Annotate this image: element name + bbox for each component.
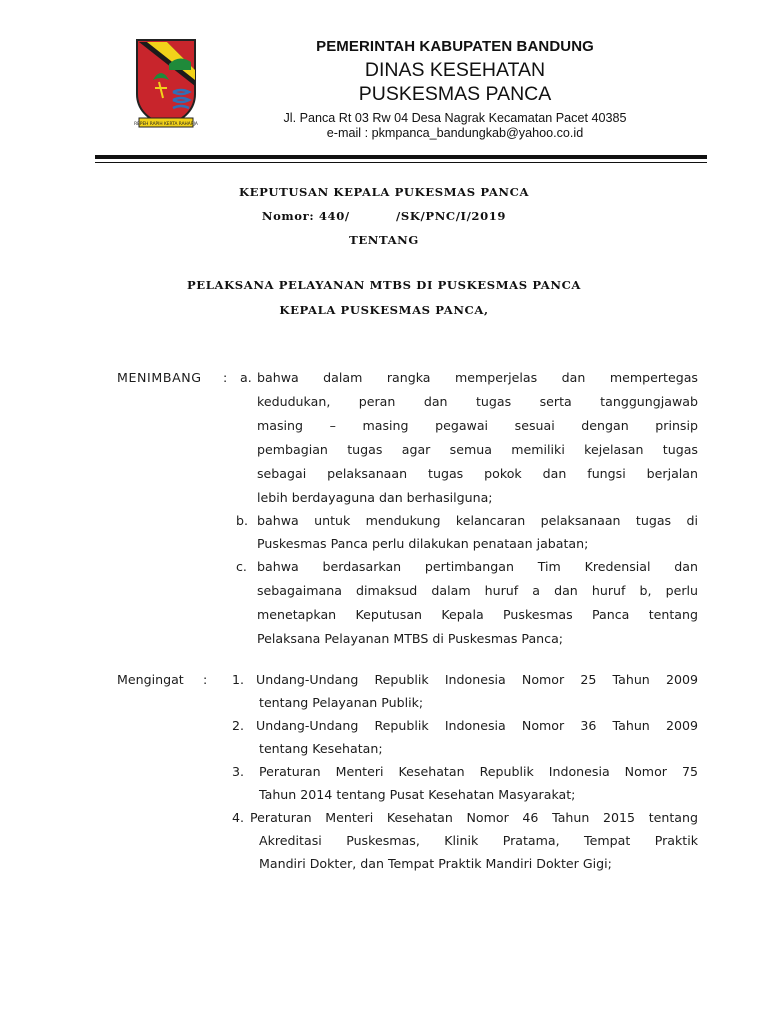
menimbang-colon: : [223, 370, 228, 385]
mengingat-marker: 3. [232, 764, 245, 779]
letterhead-divider-thin [95, 162, 707, 163]
mengingat-4-line: Mandiri Dokter, dan Tempat Praktik Mandiri Dokter Gigi; [259, 856, 612, 871]
mengingat-4-line: Akreditasi Puskesmas, Klinik Pratama, Tempat Praktik [259, 833, 698, 848]
letterhead-institution: PUSKESMAS PANCA [358, 83, 552, 105]
letterhead-divider-thick [95, 155, 707, 159]
mengingat-3-line: Peraturan Menteri Kesehatan Republik Indonesia Nomor 75 [259, 764, 698, 779]
kabupaten-bandung-logo [133, 36, 199, 132]
letterhead-agency: DINAS KESEHATAN [364, 59, 546, 81]
decree-number: Nomor: 440/ /SK/PNC/I/2019 [261, 209, 507, 223]
letterhead-email: e-mail : pkmpanca_bandungkab@yahoo.co.id [326, 126, 584, 140]
decree-tentang: TENTANG [349, 233, 419, 247]
svg-text:REPEH RAPIH KERTA RAHARJA: REPEH RAPIH KERTA RAHARJA [134, 122, 198, 127]
menimbang-marker: a. [240, 370, 252, 385]
mengingat-3-line: Tahun 2014 tentang Pusat Kesehatan Masyarakat; [259, 787, 576, 802]
menimbang-marker: b. [236, 513, 248, 528]
menimbang-marker: c. [236, 559, 247, 574]
letterhead-government: PEMERINTAH KABUPATEN BANDUNG [316, 38, 594, 55]
letterhead-address: Jl. Panca Rt 03 Rw 04 Desa Nagrak Kecamatan Pacet 40385 [283, 111, 627, 125]
menimbang-a-line: lebih berdayaguna dan berhasilguna; [257, 490, 493, 505]
menimbang-label: MENIMBANG [117, 370, 202, 385]
menimbang-a-line: masing – masing pegawai sesuai dengan prinsip [257, 418, 698, 433]
menimbang-a-line: pembagian tugas agar semua memiliki kejelasan tugas [257, 442, 698, 457]
mengingat-marker: 2. [232, 718, 245, 733]
mengingat-label: Mengingat [117, 672, 184, 687]
mengingat-1-line: Undang-Undang Republik Indonesia Nomor 25 Tahun 2009 [256, 672, 698, 687]
menimbang-c-line: bahwa berdasarkan pertimbangan Tim Kredensial dan [257, 559, 698, 574]
menimbang-b-line: bahwa untuk mendukung kelancaran pelaksanaan tugas di [257, 513, 698, 528]
menimbang-c-line: Pelaksana Pelayanan MTBS di Puskesmas Panca; [257, 631, 564, 646]
menimbang-a-line: sebagai pelaksanaan tugas pokok dan fungsi berjalan [257, 466, 698, 481]
mengingat-4-line: Peraturan Menteri Kesehatan Nomor 46 Tahun 2015 tentang [250, 810, 698, 825]
menimbang-b-line: Puskesmas Panca perlu dilakukan penataan jabatan; [257, 536, 589, 551]
mengingat-marker: 4. [232, 810, 245, 825]
menimbang-a-line: bahwa dalam rangka memperjelas dan mempertegas [257, 370, 698, 385]
mengingat-2-line: tentang Kesehatan; [259, 741, 383, 756]
menimbang-a-line: kedudukan, peran dan tugas serta tanggungjawab [257, 394, 698, 409]
mengingat-marker: 1. [232, 672, 245, 687]
letterhead [235, 38, 675, 141]
mengingat-colon: : [203, 672, 208, 687]
decree-title: KEPUTUSAN KEPALA PUKESMAS PANCA [238, 185, 530, 199]
menimbang-c-line: menetapkan Keputusan Kepala Puskesmas Panca tentang [257, 607, 698, 622]
mengingat-1-line: tentang Pelayanan Publik; [259, 695, 424, 710]
decree-subject: PELAKSANA PELAYANAN MTBS DI PUSKESMAS PANCA [186, 278, 582, 292]
decree-authority: KEPALA PUSKESMAS PANCA, [279, 303, 489, 317]
mengingat-2-line: Undang-Undang Republik Indonesia Nomor 36 Tahun 2009 [256, 718, 698, 733]
menimbang-c-line: sebagaimana dimaksud dalam huruf a dan huruf b, perlu [257, 583, 698, 598]
